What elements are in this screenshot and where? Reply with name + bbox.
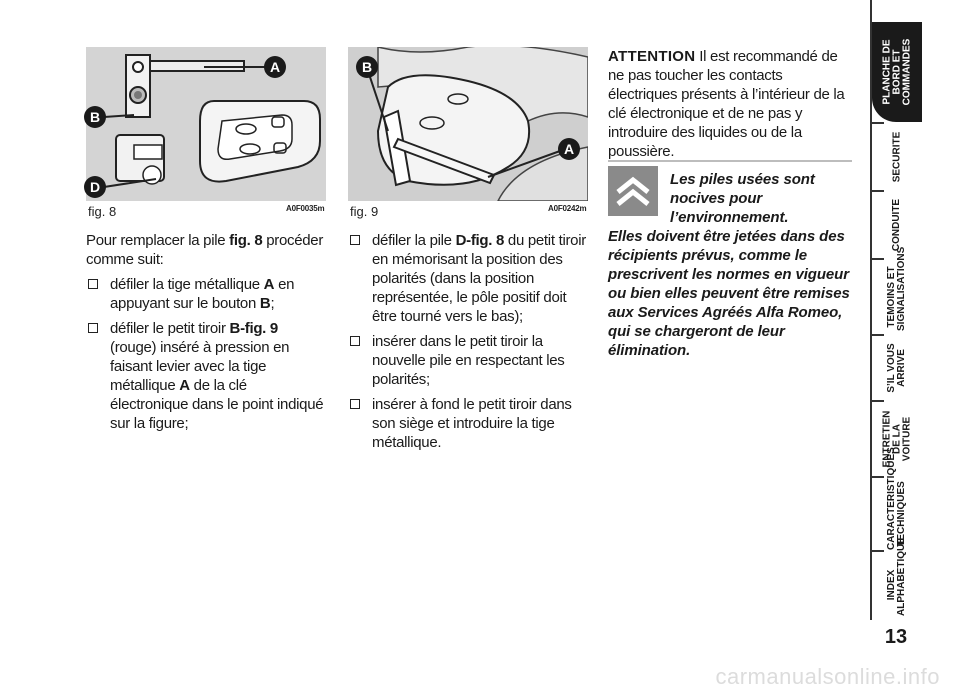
figure-9-label-a: A <box>558 138 580 160</box>
watermark: carmanualsonline.info <box>715 664 940 689</box>
intro-fig-ref: fig. 8 <box>229 232 263 249</box>
warning-title: ATTENTION <box>608 48 696 65</box>
checkbox-bullet-icon <box>88 323 98 333</box>
checkbox-bullet-icon <box>350 336 360 346</box>
tab-securite[interactable] <box>872 124 922 190</box>
tab-temoins[interactable] <box>872 246 922 334</box>
step-ref: D-fig. 8 <box>455 232 505 249</box>
step-text: défiler la tige métallique <box>110 276 264 293</box>
step-item <box>348 332 588 389</box>
step-item <box>86 275 326 313</box>
step-ref: A <box>179 377 190 394</box>
environment-note <box>608 170 852 360</box>
figure-8-code: A0F0035m <box>286 204 325 213</box>
step-ref: B-fig. 9 <box>229 320 278 337</box>
tab-planche-de-bord[interactable] <box>872 22 922 122</box>
figure-9-label-b: B <box>356 56 378 78</box>
tab-label: PLANCHE DE BORD ET COMMANDES <box>881 38 913 106</box>
intro-text: Pour remplacer la pile <box>86 232 230 249</box>
tab-label: TEMOINS ET SIGNALISATIONS <box>886 246 907 331</box>
tab-label: ENTRETIEN DE LA VOITURE <box>881 410 913 468</box>
figure-9-image <box>348 47 588 201</box>
step-text: insérer dans le petit tiroir la nouvelle pile en respectant les polarités; <box>372 333 565 388</box>
tab-label: S’IL VOUS ARRIVE <box>886 343 907 393</box>
step-text: de la clé électronique dans le point indiqué sur la figure; <box>110 377 324 432</box>
tab-index[interactable] <box>872 537 922 618</box>
step-item <box>86 319 326 433</box>
figure-8-label-d: D <box>84 176 106 198</box>
tab-label: CONDUITE <box>891 198 903 252</box>
step-ref: A <box>263 276 275 293</box>
checkbox-bullet-icon <box>350 235 360 245</box>
step-text: ; <box>270 295 275 312</box>
step-ref: B <box>259 295 271 312</box>
section-divider <box>608 160 852 162</box>
environment-note-lead: Les piles usées sont nocives pour l’environnement. <box>670 171 815 226</box>
tab-label: CARACTERISTIQUES TECHNIQUES <box>886 447 907 550</box>
step-text: (rouge) inséré à pression en faisant levier avec la tige métallique <box>110 339 290 394</box>
tab-label: SECURITE <box>891 131 902 183</box>
column-1-text <box>86 231 326 439</box>
intro-text-end: procéder comme suit: <box>86 232 324 268</box>
tab-entretien[interactable] <box>872 402 922 476</box>
step-text: insérer à fond le petit tiroir dans son siège et introduire la tige métallique. <box>372 396 572 451</box>
page-number: 13 <box>884 626 908 648</box>
column-2-text <box>348 231 588 458</box>
tab-label: INDEX ALPHABETIQUE <box>886 537 907 616</box>
environment-note-text: Elles doivent être jetées dans des récipients prévus, comme le prescrivent les normes en vigueur ou bien elles peuvent être remises aux Services Agréés Alfa Romeo, qui se chargeront de leur élimination. <box>608 228 850 359</box>
warning-text: Il est recommandé de ne pas toucher les contacts électriques présents à l’intérieur de la clé électronique et de ne pas y introduire des liquides ou de la poussière. <box>608 48 845 160</box>
figure-8-image <box>86 47 326 201</box>
warning-block <box>608 47 852 167</box>
figure-8-label-a: A <box>264 56 286 78</box>
figure-8-label-b: B <box>84 106 106 128</box>
warning-paragraph <box>608 47 852 161</box>
step-item <box>348 231 588 326</box>
figure-9-code: A0F0242m <box>548 204 587 213</box>
figure-8-caption: fig. 8 <box>88 204 117 219</box>
step-text: du petit tiroir en mémorisant la position des polarités (dans la position représentée, le pôle positif doit être tourné vers le bas); <box>372 232 586 325</box>
step-item <box>348 395 588 452</box>
intro-paragraph <box>86 231 326 269</box>
step-text: en appuyant sur le bouton <box>110 276 295 312</box>
tab-sil-vous-arrive[interactable] <box>872 336 922 400</box>
checkbox-bullet-icon <box>88 279 98 289</box>
checkbox-bullet-icon <box>350 399 360 409</box>
figure-9-caption: fig. 9 <box>350 204 379 219</box>
step-text: défiler la pile <box>372 232 456 249</box>
step-text: défiler le petit tiroir <box>110 320 230 337</box>
